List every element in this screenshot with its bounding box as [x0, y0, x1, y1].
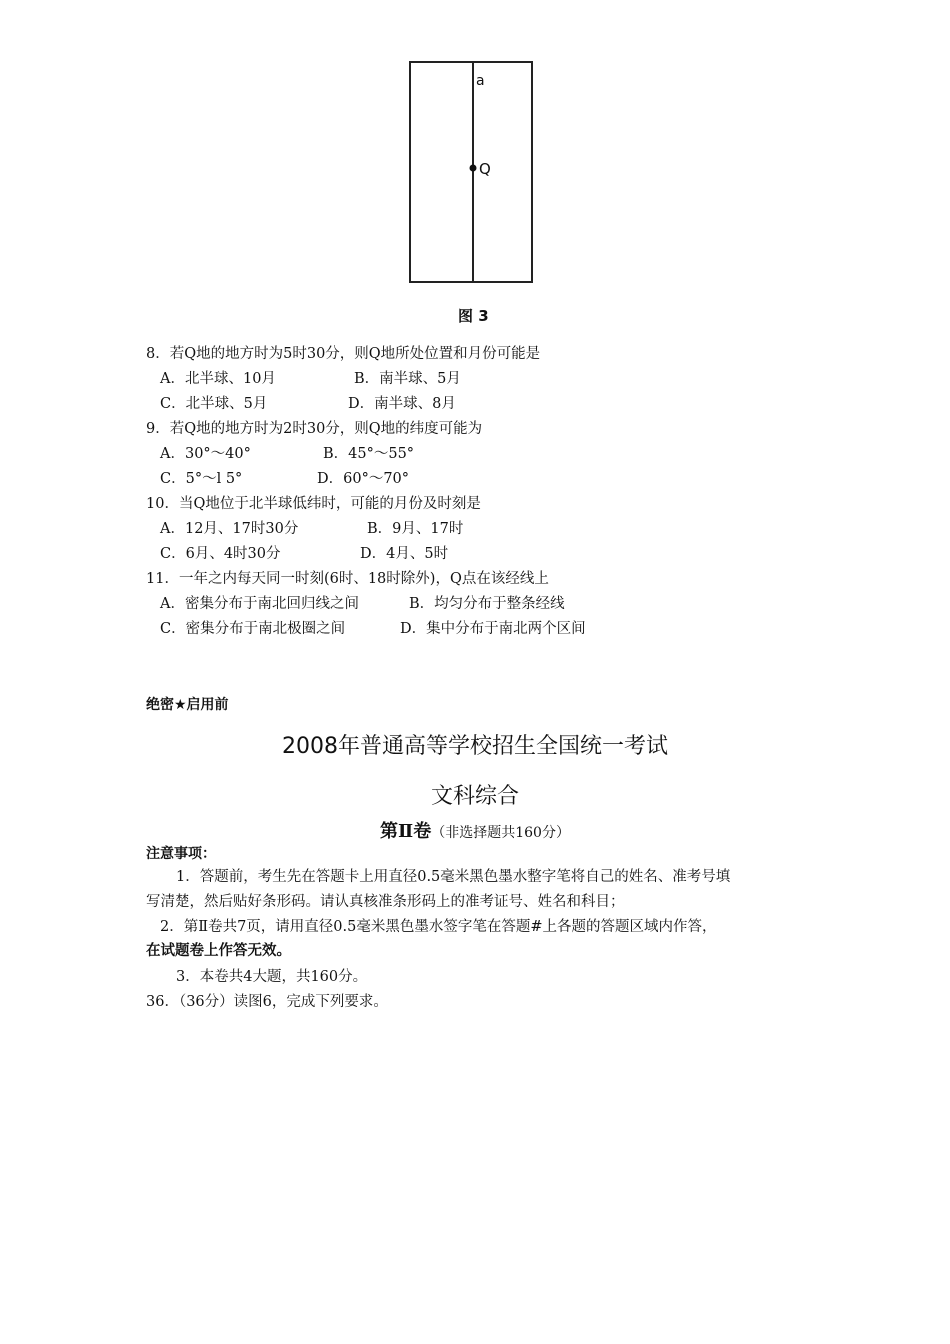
notice-item-2-line-1: 2．第Ⅱ卷共7页，请用直径0.5毫米黑色墨水签字笔在答题#上各题的答题区域内作答， — [160, 919, 717, 935]
part-note: （非选择题共160分） — [431, 825, 570, 841]
point-q-marker — [470, 165, 477, 172]
question-11-option-a: A．密集分布于南北回归线之间 — [160, 596, 359, 612]
question-8-option-b: B．南半球、5月 — [354, 371, 461, 387]
figure-3 — [400, 55, 560, 335]
question-8-option-c: C．北半球、5月 — [160, 396, 268, 412]
question-8-option-a: A．北半球、10月 — [160, 371, 276, 387]
question-11-option-b: B．均匀分布于整条经线 — [409, 596, 565, 612]
question-11-option-c: C．密集分布于南北极圈之间 — [160, 621, 346, 637]
question-9-option-c: C．5°～l 5° — [160, 471, 243, 487]
notice-item-2-line-2: 在试题卷上作答无效。 — [146, 942, 291, 959]
question-9-option-d: D．60°～70° — [317, 471, 410, 487]
question-11-stem: 11．一年之内每天同一时刻(6时、18时除外)，Q点在该经线上 — [146, 571, 549, 587]
question-36-stem: 36．（36分）读图6，完成下列要求。 — [146, 994, 388, 1010]
subject-title: 文科综合 — [430, 784, 519, 809]
figure-label-a: a — [476, 73, 485, 89]
part-name: 第Ⅱ卷 — [380, 821, 432, 842]
question-9-option-b: B．45°～55° — [323, 446, 415, 462]
notice-heading: 注意事项： — [146, 846, 216, 862]
secret-label: 绝密★启用前 — [146, 697, 229, 713]
question-10-option-d: D．4月、5时 — [360, 546, 449, 562]
figure-label-q: Q — [479, 160, 491, 178]
notice-item-1-line-1: 1．答题前，考生先在答题卡上用直径0.5毫米黑色墨水整字笔将自己的姓名、准考号填 — [176, 869, 731, 885]
question-8-stem: 8．若Q地的地方时为5时30分，则Q地所处位置和月份可能是 — [146, 346, 541, 362]
question-10-option-b: B．9月、17时 — [367, 521, 464, 537]
question-9-stem: 9．若Q地的地方时为2时30分，则Q地的纬度可能为 — [146, 421, 483, 437]
notice-item-3: 3．本卷共4大题，共160分。 — [176, 969, 368, 985]
question-10-option-c: C．6月、4时30分 — [160, 546, 281, 562]
question-8-option-d: D．南半球、8月 — [348, 396, 456, 412]
notice-item-1-line-2: 写清楚，然后贴好条形码。请认真核准条形码上的准考证号、姓名和科目； — [146, 894, 625, 910]
question-10-stem: 10．当Q地位于北半球低纬时，可能的月份及时刻是 — [146, 496, 481, 512]
figure-frame — [410, 62, 532, 282]
question-9-option-a: A．30°～40° — [160, 446, 251, 462]
question-10-option-a: A．12月、17时30分 — [160, 521, 299, 537]
question-11-option-d: D．集中分布于南北两个区间 — [400, 621, 586, 637]
figure-caption: 图 3 — [458, 307, 489, 325]
exam-title: 2008年普通高等学校招生全国统一考试 — [282, 734, 668, 759]
part-heading — [0, 817, 950, 843]
